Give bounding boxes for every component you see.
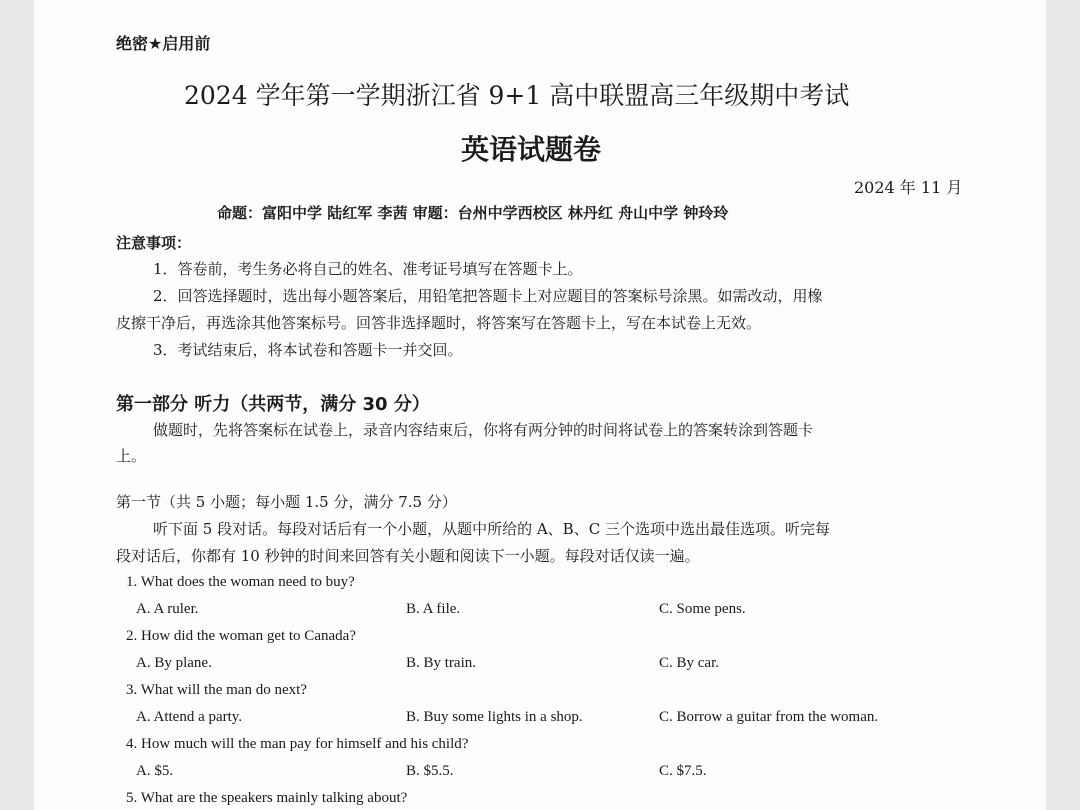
question-5: 5. What are the speakers mainly talking about?	[126, 790, 408, 806]
section1-heading: 第一节（共 5 小题；每小题 1.5 分，满分 7.5 分）	[116, 493, 457, 511]
note-item-3: 3．考试结束后，将本试卷和答题卡一并交回。	[153, 341, 463, 359]
question-4-option-c: C. $7.5.	[659, 763, 707, 779]
question-4: 4. How much will the man pay for himself and his child?	[126, 736, 469, 752]
section1-line2: 段对话后，你都有 10 秒钟的时间来回答有关小题和阅读下一小题。每段对话仅读一遍。	[116, 547, 700, 565]
note-item-2-line1: 2．回答选择题时，选出每小题答案后，用铅笔把答题卡上对应题目的答案标号涂黑。如需改动，用橡	[153, 287, 823, 305]
question-4-option-b: B. $5.5.	[406, 763, 454, 779]
question-2-option-c: C. By car.	[659, 655, 719, 671]
question-3-option-b: B. Buy some lights in a shop.	[406, 709, 583, 725]
note-item-1: 1．答卷前，考生务必将自己的姓名、准考证号填写在答题卡上。	[153, 260, 583, 278]
question-3-option-a: A. Attend a party.	[136, 709, 243, 725]
question-3-option-c: C. Borrow a guitar from the woman.	[659, 709, 879, 725]
question-3: 3. What will the man do next?	[126, 682, 307, 698]
question-2-option-b: B. By train.	[406, 655, 476, 671]
authors-line: 命题：富阳中学 陆红军 李茜 审题：台州中学西校区 林丹红 舟山中学 钟玲玲	[217, 204, 729, 222]
part1-intro-line1: 做题时，先将答案标在试卷上，录音内容结束后，你将有两分钟的时间将试卷上的答案转涂到答题卡	[153, 421, 814, 439]
question-2-option-a: A. By plane.	[136, 655, 212, 671]
exam-page	[34, 0, 1046, 810]
notes-heading: 注意事项：	[116, 234, 192, 252]
question-4-option-a: A. $5.	[136, 763, 174, 779]
part1-intro-line2: 上。	[116, 447, 147, 465]
section1-line1: 听下面 5 段对话。每段对话后有一个小题，从题中所给的 A、B、C 三个选项中选出最佳选项。听完每	[153, 520, 830, 538]
question-1-option-b: B. A file.	[406, 601, 461, 617]
question-1-option-a: A. A ruler.	[136, 601, 199, 617]
question-1-option-c: C. Some pens.	[659, 601, 746, 617]
question-1: 1. What does the woman need to buy?	[126, 574, 355, 590]
exam-date: 2024 年 11 月	[854, 178, 963, 197]
confidential-label: 绝密★启用前	[116, 34, 211, 53]
question-2: 2. How did the woman get to Canada?	[126, 628, 356, 644]
exam-title: 2024 学年第一学期浙江省 9+1 高中联盟高三年级期中考试	[184, 81, 850, 110]
part1-heading: 第一部分 听力（共两节，满分 30 分）	[116, 394, 430, 415]
note-item-2-line2: 皮擦干净后，再选涂其他答案标号。回答非选择题时，将答案写在答题卡上，写在本试卷上无效。	[116, 314, 762, 332]
exam-subtitle: 英语试题卷	[461, 133, 602, 166]
